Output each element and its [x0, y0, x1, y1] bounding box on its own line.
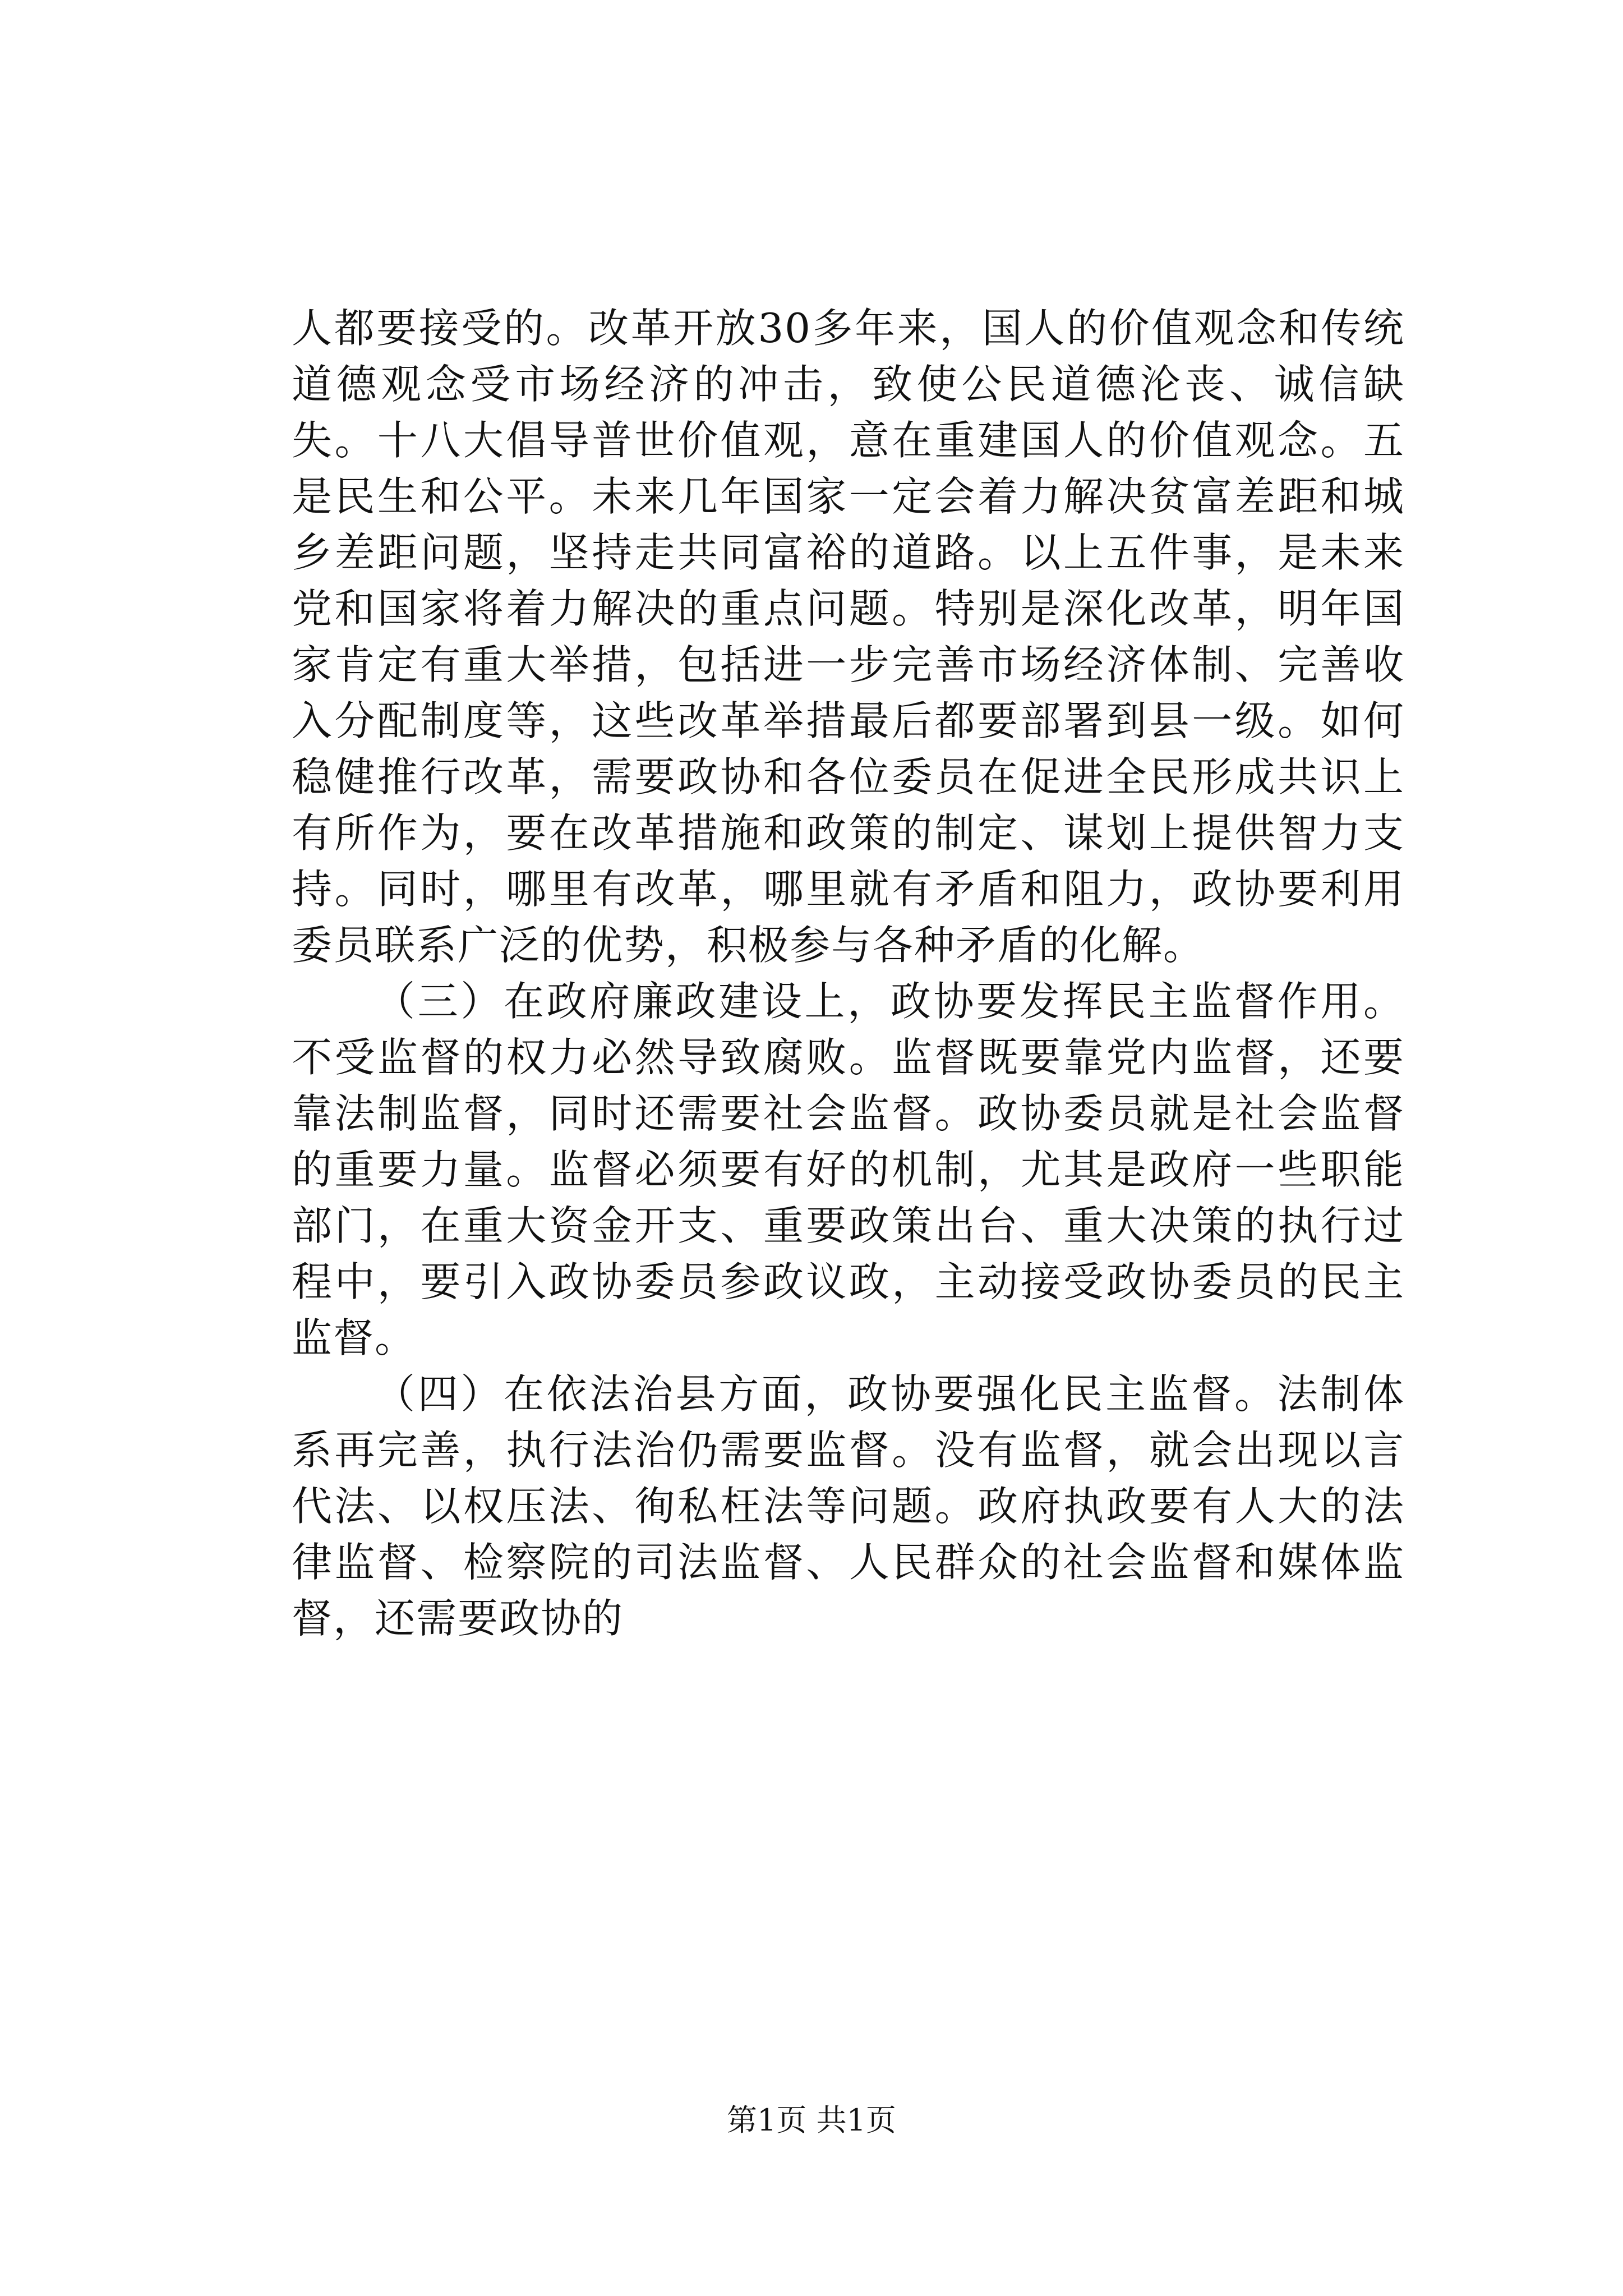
document-body: [292, 300, 1405, 1646]
paragraph-section-4: （四）在依法治县方面，政协要强化民主监督。法制体系再完善，执行法治仍需要监督。没有监督，就会出现以言代法、以权压法、徇私枉法等问题。政府执政要有人大的法律监督、检察院的司法监督、人民群众的社会监督和媒体监督，还需要政协的: [292, 1370, 1405, 1642]
page-footer: 第1页 共1页: [727, 2102, 896, 2138]
paragraph-continuation: 人都要接受的。改革开放30多年来，国人的价值观念和传统道德观念受市场经济的冲击，致使公民道德沦丧、诚信缺失。十八大倡导普世价值观，意在重建国人的价值观念。五是民生和公平。未来几年国家一定会着力解决贫富差距和城乡差距问题，坚持走共同富裕的道路。以上五件事，是未来党和国家将着力解决的重点问题。特别是深化改革，明年国家肯定有重大举措，包括进一步完善市场经济体制、完善收入分配制度等，这些改革举措最后都要部署到县一级。如何稳健推行改革，需要政协和各位委员在促进全民形成共识上有所作为，要在改革措施和政策的制定、谋划上提供智力支持。同时，哪里有改革，哪里就有矛盾和阻力，政协要利用委员联系广泛的优势，积极参与各种矛盾的化解。: [292, 305, 1405, 969]
paragraph-section-3: （三）在政府廉政建设上，政协要发挥民主监督作用。不受监督的权力必然导致腐败。监督既要靠党内监督，还要靠法制监督，同时还需要社会监督。政协委员就是社会监督的重要力量。监督必须要有好的机制，尤其是政府一些职能部门，在重大资金开支、重要政策出台、重大决策的执行过程中，要引入政协委员参政议政，主动接受政协委员的民主监督。: [292, 978, 1405, 1361]
